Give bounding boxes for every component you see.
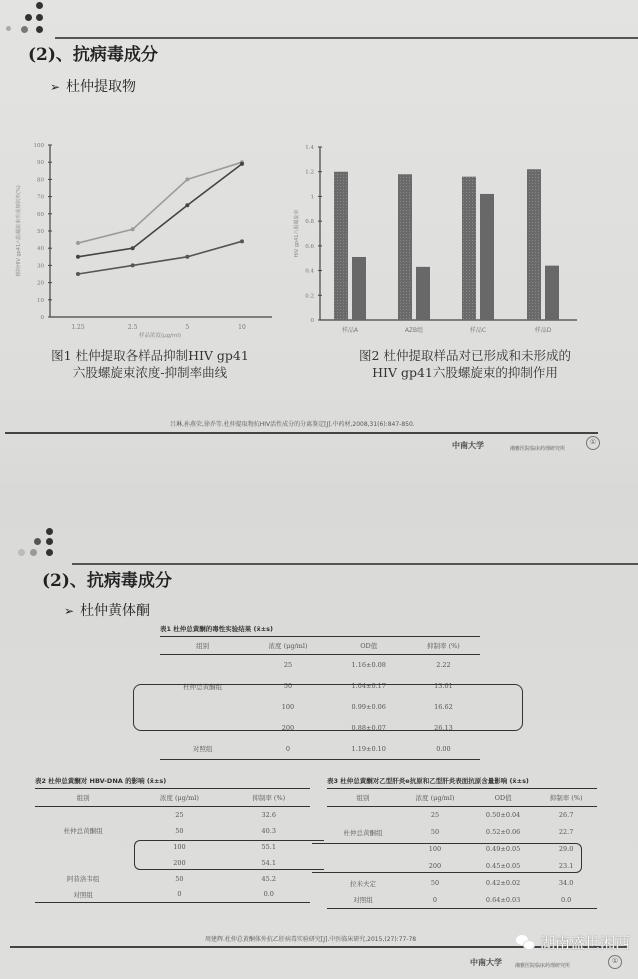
table-cell: 0.88±0.07 xyxy=(351,724,386,732)
table-cell: 0 xyxy=(285,744,291,753)
table-cell: 拉米夫定 xyxy=(350,879,376,888)
table-cell: 50 xyxy=(175,874,184,883)
table-cell: 45.2 xyxy=(261,874,276,883)
title-rule xyxy=(55,37,638,39)
table-cell: 23.1 xyxy=(558,862,574,870)
svg-text:样品C: 样品C xyxy=(469,327,487,334)
table-row xyxy=(35,823,310,839)
table-cell: 1.04±0.17 xyxy=(351,682,386,690)
table-row xyxy=(327,824,597,841)
svg-text:0: 0 xyxy=(310,318,314,324)
table-cell xyxy=(35,807,131,823)
table-header-cell: 浓度 (μg/ml) xyxy=(131,789,227,807)
table-cell: 1.19±0.10 xyxy=(351,744,386,753)
svg-text:60: 60 xyxy=(37,211,44,218)
table-cell: 40.3 xyxy=(261,826,276,835)
table-cell: 0.42±0.02 xyxy=(485,879,521,887)
svg-text:10: 10 xyxy=(37,297,44,304)
table-cell: 54.1 xyxy=(261,858,276,867)
table-2-title: 表2 杜仲总黄酮对 HBV-DNA 的影响 (x̄±s) xyxy=(35,777,167,785)
table-header-cell: 抑制率 (%) xyxy=(228,789,310,807)
svg-text:样品D: 样品D xyxy=(534,327,552,334)
svg-text:1.2: 1.2 xyxy=(305,169,314,176)
table-cell: 25 xyxy=(175,810,184,819)
section-title: (2)、抗病毒成分 xyxy=(42,571,172,591)
svg-text:100: 100 xyxy=(33,143,44,149)
table-cell: 100 xyxy=(281,703,295,711)
svg-text:抑制HIV gp41六股螺旋束形成抑制率(%): 抑制HIV gp41六股螺旋束形成抑制率(%) xyxy=(16,185,22,277)
section-title: (2)、抗病毒成分 xyxy=(28,45,158,65)
svg-text:20: 20 xyxy=(37,280,44,287)
table-header-cell: OD值 xyxy=(331,637,407,655)
table-cell: 55.1 xyxy=(261,842,276,851)
table-row xyxy=(35,887,310,903)
table-row xyxy=(327,892,597,909)
table-cell: 0 xyxy=(177,890,182,899)
table-cell: 杜仲总黄酮组 xyxy=(343,828,383,837)
table-cell: 0.99±0.06 xyxy=(351,703,386,711)
table-row xyxy=(160,739,480,760)
subtitle-text: 杜仲提取物 xyxy=(66,79,137,95)
table-header-cell: 浓度 (μg/ml) xyxy=(399,789,471,807)
svg-text:0.2: 0.2 xyxy=(305,293,314,300)
table-cell: 200 xyxy=(281,724,295,732)
table-cell: 13.01 xyxy=(434,682,453,690)
wechat-icon xyxy=(516,935,536,951)
table-3-title: 表3 杜仲总黄酮对乙型肝炎e抗原和乙型肝炎表面抗原含量影响 (x̄±s) xyxy=(327,777,529,785)
decorative-dots-icon xyxy=(6,2,46,34)
table-cell: 对照组 xyxy=(192,745,213,754)
figure1-caption: 图1 杜仲提取各样品抑制HIV gp41 六股螺旋束浓度-抑制率曲线 xyxy=(51,348,249,380)
table-cell: 2.22 xyxy=(436,661,451,670)
decorative-dots-icon xyxy=(18,528,58,560)
table-cell: 1.16±0.08 xyxy=(351,661,386,670)
table-cell: 22.7 xyxy=(558,828,574,836)
svg-text:1: 1 xyxy=(310,194,314,201)
table-cell: 对照组 xyxy=(353,896,373,905)
table-cell xyxy=(35,855,131,871)
table-cell: 0.45±0.05 xyxy=(485,862,521,870)
svg-text:0.4: 0.4 xyxy=(305,268,314,275)
table-cell: 杜仲总黄酮组 xyxy=(63,827,103,835)
svg-text:2.5: 2.5 xyxy=(127,324,138,331)
svg-text:HIV gp41六股螺旋束: HIV gp41六股螺旋束 xyxy=(294,209,300,258)
reference-citation: 周建辉.杜仲总黄酮体外抗乙肝病毒实验研究[J].中医临床研究,2015,(27):77-78 xyxy=(205,936,417,943)
table-cell xyxy=(35,839,131,855)
subtitle xyxy=(50,76,136,96)
table-row xyxy=(327,875,597,892)
table-cell: 200 xyxy=(428,862,442,870)
svg-text:AZB组: AZB组 xyxy=(404,327,424,334)
subtitle-text: 杜仲黄体酮 xyxy=(80,603,151,619)
svg-text:1.25: 1.25 xyxy=(71,324,85,331)
highlight-box xyxy=(134,840,324,870)
line-chart xyxy=(10,135,280,339)
table-cell: 200 xyxy=(173,858,186,867)
seal-icon: ① xyxy=(586,436,600,450)
table-row xyxy=(160,655,480,676)
svg-text:5: 5 xyxy=(185,324,190,331)
watermark-text: 湖南盛世湘西 xyxy=(539,934,630,952)
svg-text:90: 90 xyxy=(37,160,44,167)
svg-text:80: 80 xyxy=(37,177,44,184)
svg-text:样品A: 样品A xyxy=(341,327,359,334)
slide-2 xyxy=(0,520,638,979)
table-cell: 100 xyxy=(428,845,442,853)
institute-name: 湘雅医院临床药理研究所 xyxy=(510,446,566,452)
table-cell: 50 xyxy=(430,828,440,836)
table-header-cell: 抑制率 (%) xyxy=(407,637,480,655)
reference-citation: 吕琳,孙燕荣,徐乔等.杜仲提取物抗HIV活性成分的分离鉴定[J].中药材,2008,31(6):847-850. xyxy=(170,421,415,428)
table-cell: 杜仲总黄酮组 xyxy=(183,682,223,691)
university-name: 中南大学 xyxy=(452,441,484,450)
table-cell: 29.0 xyxy=(558,845,574,853)
table-cell: 0.49±0.05 xyxy=(485,845,521,853)
table-cell: 0.50±0.04 xyxy=(485,811,521,820)
svg-text:1.4: 1.4 xyxy=(305,145,314,151)
table-cell: 50 xyxy=(175,826,184,835)
svg-text:70: 70 xyxy=(37,194,44,201)
svg-text:10: 10 xyxy=(238,324,246,331)
table-cell: 0.0 xyxy=(263,890,274,899)
table-cell: 25 xyxy=(430,811,440,820)
footer-rule xyxy=(5,432,598,434)
table-cell: 50 xyxy=(430,879,440,887)
table-cell: 阿昔洛韦组 xyxy=(66,875,100,883)
table-header-cell: 抑制率 (%) xyxy=(535,789,597,807)
svg-text:样品浓度(μg/ml): 样品浓度(μg/ml) xyxy=(138,333,182,339)
table-cell: 0.0 xyxy=(560,895,572,904)
table-cell: 25 xyxy=(283,661,293,670)
table-cell: 0.64±0.03 xyxy=(485,895,521,904)
table-header-cell: 组别 xyxy=(160,637,245,655)
table-cell: 26.7 xyxy=(558,811,574,820)
slide-1 xyxy=(0,0,638,470)
table-cell: 对照组 xyxy=(73,890,93,899)
table-row xyxy=(35,807,310,823)
table-cell: 0.00 xyxy=(436,744,451,753)
highlight-box xyxy=(312,843,582,873)
svg-text:0.8: 0.8 xyxy=(305,219,314,226)
table-cell: 50 xyxy=(283,682,293,690)
table-cell: 0.52±0.06 xyxy=(485,828,521,836)
table-header-cell: OD值 xyxy=(471,789,535,807)
table-cell: 0 xyxy=(432,895,438,904)
table-cell: 16.62 xyxy=(434,703,453,711)
table-header-cell: 组别 xyxy=(327,789,399,807)
table-header-cell: 组别 xyxy=(35,789,131,807)
table-cell: 100 xyxy=(173,842,186,851)
svg-text:50: 50 xyxy=(37,229,44,235)
arrow-bullet-icon: ➢ xyxy=(64,604,75,618)
table-cell: 26.13 xyxy=(434,724,453,732)
wechat-watermark xyxy=(516,932,630,953)
table-cell: 34.0 xyxy=(558,879,574,887)
table-cell: 32.6 xyxy=(261,810,276,819)
table-cell xyxy=(327,807,399,824)
seal-icon: ① xyxy=(608,955,622,969)
arrow-bullet-icon: ➢ xyxy=(50,80,61,94)
table-header-cell: 浓度 (μg/ml) xyxy=(245,637,330,655)
svg-text:40: 40 xyxy=(37,246,44,253)
title-rule xyxy=(72,563,638,565)
table-1-title: 表1 杜仲总黄酮的毒性实验结果 (x̄±s) xyxy=(160,625,273,633)
svg-text:30: 30 xyxy=(37,263,44,270)
table-row xyxy=(35,871,310,887)
table-row xyxy=(327,807,597,824)
svg-text:0: 0 xyxy=(40,315,44,321)
subtitle xyxy=(64,600,150,620)
university-name: 中南大学 xyxy=(470,958,502,967)
svg-text:0.6: 0.6 xyxy=(305,243,314,250)
bar-chart xyxy=(292,135,592,335)
institute-name: 湘雅医院临床药理研究所 xyxy=(515,963,571,969)
figure2-caption: 图2 杜仲提取样品对已形成和未形成的 HIV gp41六股螺旋束的抑制作用 xyxy=(359,348,571,380)
table-cell xyxy=(160,655,245,676)
highlight-box xyxy=(133,684,523,731)
